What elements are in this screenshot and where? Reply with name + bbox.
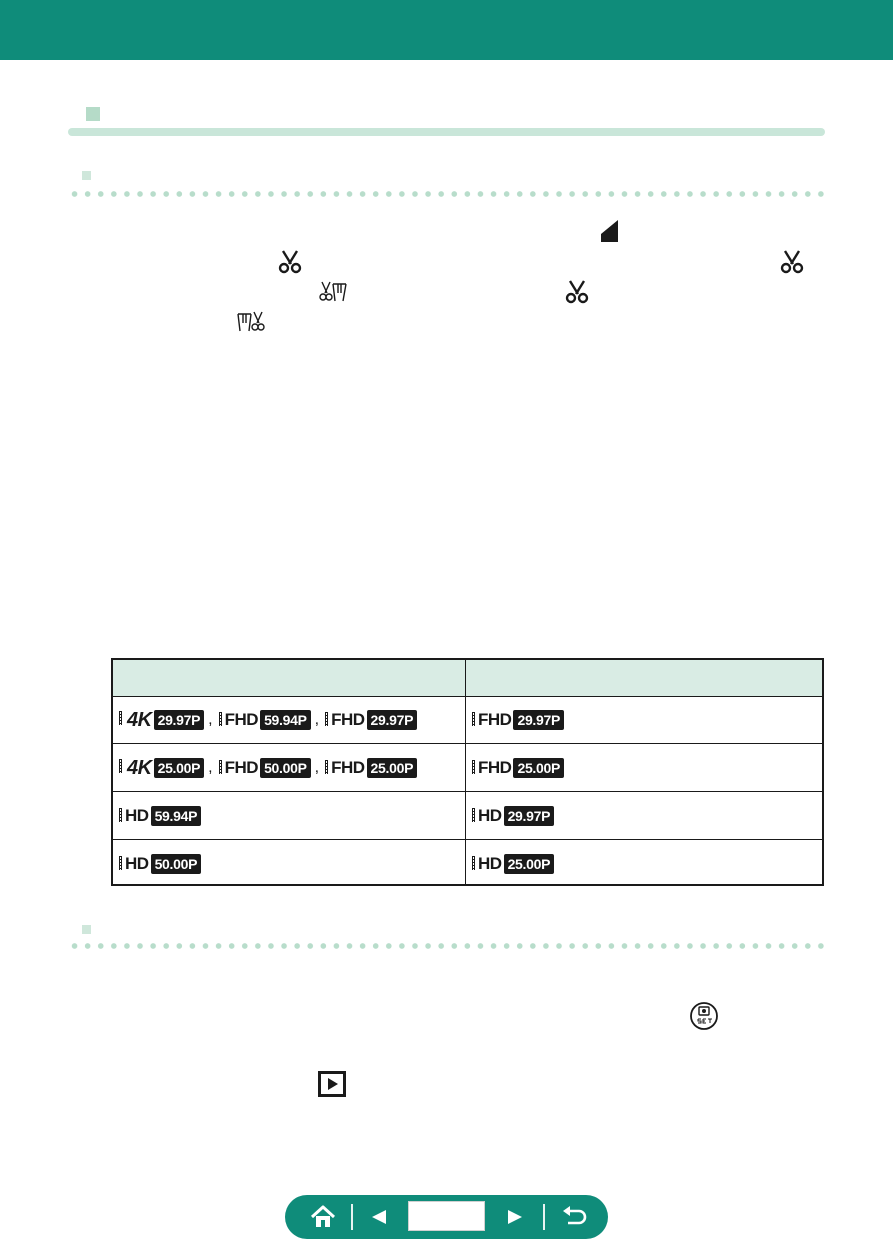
table-row [113, 744, 822, 792]
format-tag: HD 29.97P [472, 806, 554, 826]
dotted-rule [68, 191, 827, 197]
format-tag: FHD 50.00P [219, 758, 311, 778]
return-button[interactable] [551, 1195, 599, 1239]
corner-mark-icon [601, 220, 618, 242]
next-page-button[interactable] [495, 1195, 535, 1239]
saved-format-cell [472, 744, 812, 791]
header-bar [0, 0, 893, 60]
scissors-icon [565, 280, 589, 304]
saved-format-cell [472, 840, 812, 887]
table-header [113, 660, 822, 697]
scissors-icon [278, 250, 302, 274]
home-icon [310, 1205, 336, 1229]
return-icon [562, 1206, 588, 1228]
home-button[interactable] [297, 1195, 349, 1239]
prev-page-button[interactable] [359, 1195, 399, 1239]
table-row [113, 696, 822, 744]
saved-format-cell [472, 696, 812, 743]
format-tag: FHD 59.94P [219, 710, 311, 730]
format-tag: FHD 29.97P [472, 710, 564, 730]
format-tag: 4K 25.00P [119, 758, 204, 778]
section-marker [86, 107, 100, 121]
format-tag: FHD 25.00P [472, 758, 564, 778]
section-rule [68, 128, 825, 136]
prev-page-icon [371, 1209, 387, 1225]
nav-separator [543, 1204, 545, 1230]
original-format-cell: 4K 29.97P , FHD 59.94P , FHD 29.97P [119, 696, 459, 743]
subsection-marker [82, 171, 91, 180]
original-format-cell: 4K 25.00P , FHD 50.00P , FHD 25.00P [119, 744, 459, 791]
nav-separator [351, 1204, 353, 1230]
dotted-rule [68, 943, 827, 949]
format-tag: HD 25.00P [472, 854, 554, 874]
cut-before-icon [319, 281, 347, 303]
format-tag: FHD 29.97P [325, 710, 417, 730]
table-row [113, 792, 822, 840]
scissors-icon [780, 250, 804, 274]
page-navigation [285, 1195, 608, 1239]
column-divider [465, 660, 466, 884]
original-format-cell [119, 840, 459, 887]
format-tag: HD 50.00P [119, 854, 201, 874]
movie-format-table [111, 658, 824, 886]
subsection-marker [82, 925, 91, 934]
cut-after-icon [237, 311, 265, 333]
format-tag: FHD 25.00P [325, 758, 417, 778]
format-tag: 4K 29.97P [119, 710, 204, 730]
format-tag: HD 59.94P [119, 806, 201, 826]
saved-format-cell [472, 792, 812, 839]
next-page-icon [507, 1209, 523, 1225]
table-row [113, 840, 822, 887]
set-button-icon [689, 1001, 719, 1031]
playback-button-icon [318, 1071, 346, 1097]
original-format-cell [119, 792, 459, 839]
page-number-field[interactable] [408, 1201, 485, 1231]
